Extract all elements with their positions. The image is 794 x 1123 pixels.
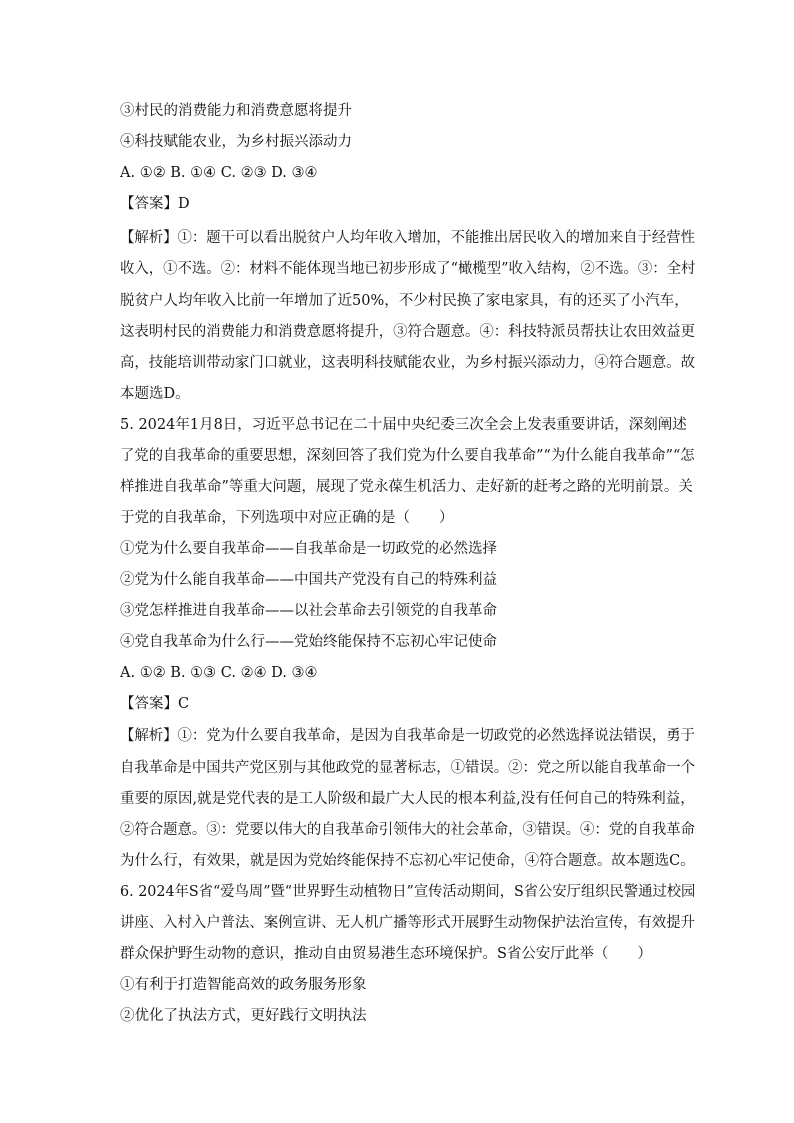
analysis-line: 本题选D。: [120, 386, 190, 402]
analysis-line: 为什么行，有效果，就是因为党始终能保持不忘初心牢记使命，④符合题意。故本题选C。: [120, 853, 695, 869]
option-line: ④党自我革命为什么行——党始终能保持不忘初心牢记使命: [120, 634, 497, 650]
option-line: ①有利于打造智能高效的政务服务形象: [120, 977, 367, 993]
option-line: ①党为什么要自我革命——自我革命是一切政党的必然选择: [120, 541, 497, 557]
analysis-line: 脱贫户人均年收入比前一年增加了近50%，不少村民换了家电家具，有的还买了小汽车，: [120, 293, 689, 309]
option-line: ③村民的消费能力和消费意愿将提升: [120, 103, 352, 119]
analysis-line: 高，技能培训带动家门口就业，这表明科技赋能农业，为乡村振兴添动力，④符合题意。故: [120, 355, 695, 371]
option-line: ②优化了执法方式，更好践行文明执法: [120, 1008, 367, 1024]
question-line: 了党的自我革命的重要思想，深刻回答了我们党为什么要自我革命”“为什么能自我革命”“怎: [120, 448, 695, 464]
choices-line: A. ①② B. ①③ C. ②④ D. ③④: [120, 665, 318, 681]
question-line: 讲座、入村入户普法、案例宣讲、无人机广播等形式开展野生动物保护法治宣传，有效提升: [120, 915, 695, 931]
question-line: 群众保护野生动物的意识，推动自由贸易港生态环境保护。S省公安厅此举（ ）: [120, 946, 652, 962]
analysis-line: 重要的原因,就是党代表的是工人阶级和最广大人民的根本利益,没有任何自己的特殊利益，: [120, 791, 695, 807]
question-line: 5. 2024年1月8日，习近平总书记在二十届中央纪委三次全会上发表重要讲话，深刻阐述: [120, 417, 687, 433]
analysis-line: ②符合题意。③：党要以伟大的自我革命引领伟大的社会革命，③错误。④：党的自我革命: [120, 822, 695, 838]
answer-line: 【答案】C: [120, 696, 190, 712]
analysis-line: 收入，①不选。②：材料不能体现当地已初步形成了“橄榄型”收入结构，②不选。③：全村: [120, 261, 696, 277]
question-line: 样推进自我革命”等重大问题，展现了党永葆生机活力、走好新的赶考之路的光明前景。关: [120, 479, 693, 495]
analysis-line: 【解析】①：党为什么要自我革命，是因为自我革命是一切政党的必然选择说法错误，勇于: [120, 728, 695, 744]
answer-line: 【答案】D: [120, 196, 190, 212]
question-line: 6. 2024年S省“爱鸟周”暨“世界野生动植物日”宣传活动期间，S省公安厅组织民警通过校园: [120, 884, 696, 900]
option-line: ④科技赋能农业，为乡村振兴添动力: [120, 134, 352, 150]
question-line: 于党的自我革命，下列选项中对应正确的是（ ）: [120, 510, 454, 526]
option-line: ②党为什么能自我革命——中国共产党没有自己的特殊利益: [120, 572, 497, 588]
analysis-line: 自我革命是中国共产党区别与其他政党的显著标志，①错误。②：党之所以能自我革命一个: [120, 760, 695, 776]
analysis-line: 【解析】①：题干可以看出脱贫户人均年收入增加，不能推出居民收入的增加来自于经营性: [120, 230, 695, 246]
choices-line: A. ①② B. ①④ C. ②③ D. ③④: [120, 165, 318, 181]
analysis-line: 这表明村民的消费能力和消费意愿将提升，③符合题意。④：科技特派员帮扶让农田效益更: [120, 324, 695, 340]
option-line: ③党怎样推进自我革命——以社会革命去引领党的自我革命: [120, 603, 497, 619]
